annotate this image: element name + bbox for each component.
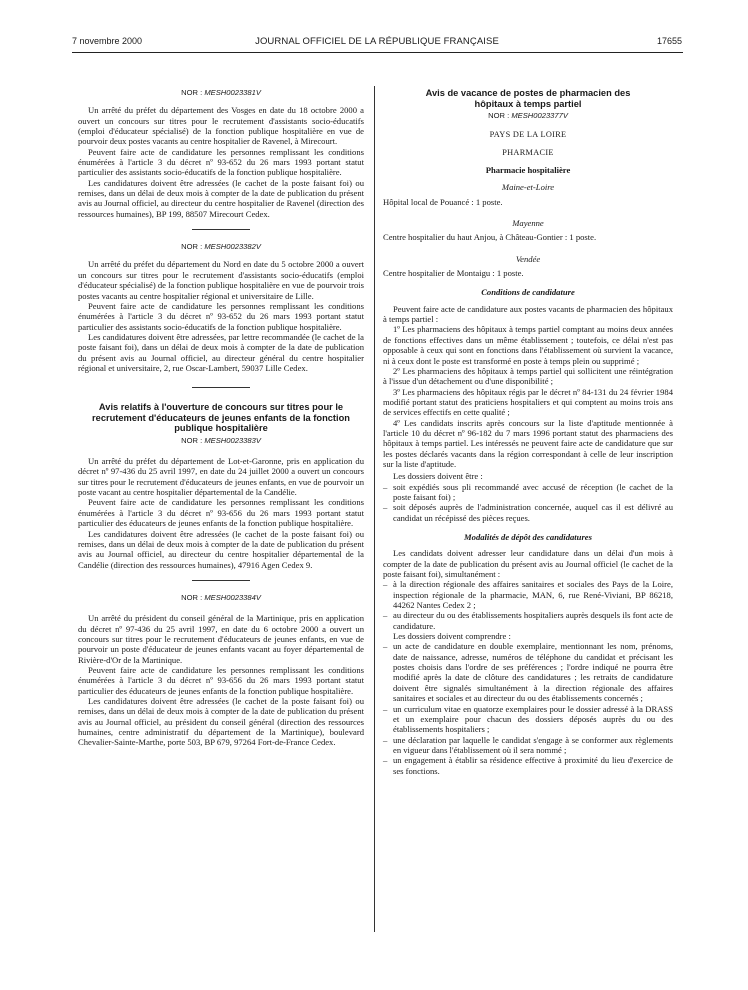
paragraph: Un arrêté du préfet du département de Lot-et-Garonne, pris en application du décret nº 97-436 du 25 avril 1997, en date du 24 juillet 2000 a ouvert un concours sur titres pour le recrutement d'éducateurs de jeunes enfants, en vue de pourvoir un poste vacant au centre hospitalier départemental de la Candélie. <box>78 456 364 498</box>
paragraph: Les candidatures doivent être adressées (le cachet de la poste faisant foi) ou remises, dans un délai de deux mois à compter de la date de publication du présent avis au Journal officiel, au président du conseil général (direction des ressources humaines, centre administratif du département de la Martinique), boulevard Chevalier-Sainte-Marthe, porte 503, BP 679, 97264 Fort-de-France Cedex. <box>78 695 364 748</box>
nor-reference <box>78 436 364 446</box>
paragraph: Les candidatures doivent être adressées (le cachet de la poste faisant foi) ou remises, dans un délai de deux mois à compter de la date de publication du présent avis au Journal officiel, au directeur du centre hospitalier de Ravenel (direction des ressources humaines), BP 199, 88507 Mirecourt Cedex. <box>78 177 364 219</box>
header-page-number: 17655 <box>656 36 682 46</box>
section-title: Avis relatifs à l'ouverture de concours sur titres pour le recrutement d'éducateurs de jeunes enfants de la fonction publique hospitalière <box>92 402 350 434</box>
paragraph: Un arrêté du préfet du département des Vosges en date du 18 octobre 2000 a ouvert un concours sur titres pour le recrutement d'assistants socio-éducatifs (emploi d'éducateur spécialisé) de la fonction publique hospitalière en vue de pourvoir deux postes vacants au centre hospitalier de Ravenel, à Mirecourt. <box>78 105 364 147</box>
nor-label: NOR : <box>181 88 203 97</box>
header-journal-title: JOURNAL OFFICIEL DE LA RÉPUBLIQUE FRANÇAISE <box>255 36 499 47</box>
list-item: – soit déposés auprès de l'administration concernée, auquel cas il est délivré au candidat un récépissé des pièces reçues. <box>383 502 673 523</box>
notice-martinique <box>78 593 364 748</box>
condition-item: 1º Les pharmaciens des hôpitaux à temps partiel comptant au moins deux années de fonctions effectives dans un même établissement ; toutefois, ce délai n'est pas opposable à ceux qui sont en fonctions dans l'établissement où survient la vacance, ni à ceux dont le poste est transformé en poste à temps plein ou supprimé ; <box>383 324 673 366</box>
nor-reference <box>78 88 364 98</box>
condition-item: 3º Les pharmaciens des hôpitaux régis par le décret nº 84-131 du 24 février 1984 modifié portant statut des praticiens hospitaliers et qui comptent au moins trois ans de services effectifs en cette qualité ; <box>383 386 673 418</box>
paragraph: Peuvent faire acte de candidature aux postes vacants de pharmacien des hôpitaux à temps partiel : <box>383 303 673 325</box>
nor-code: MESH0023377V <box>511 111 568 120</box>
deposit-list <box>383 579 673 631</box>
department-heading: Maine-et-Loire <box>501 182 555 193</box>
page-header <box>72 36 682 50</box>
nor-label: NOR : <box>488 111 510 120</box>
list-item: – un acte de candidature en double exemplaire, mentionnant les nom, prénoms, date de naissance, adresse, numéros de téléphone du candidat et précisant les postes choisis dans l'ordre de ses préférences ; l'ordre indiqué ne pourra être modifié après la date de clôture des candidatures ; les retraits de candidature doivent être signalés simultanément à la direction régionale des affaires sanitaires et sociales et au directeur du ou des établissements concernés ; <box>383 641 673 703</box>
region-heading: PAYS DE LA LOIRE <box>489 130 567 140</box>
column-divider <box>374 86 375 932</box>
paragraph: Les candidats doivent adresser leur candidature dans un délai d'un mois à compter de la date de publication du présent avis au Journal officiel (le cachet de la poste faisant foi), simultanément : <box>383 548 673 580</box>
paragraph: Peuvent faire acte de candidature les personnes remplissant les conditions énumérées à l'article 3 du décret nº 93-656 du 26 mars 1993 portant statut particulier des éducateurs de jeunes enfants de la fonction publique hospitalière. <box>78 497 364 529</box>
section-title: Avis de vacance de postes de pharmacien des hôpitaux à temps partiel <box>425 88 631 109</box>
paragraph: Les candidatures doivent être adressées, par lettre recommandée (le cachet de la poste faisant foi), dans un délai de deux mois à compter de la date de publication du présent avis au Journal officiel, au directeur général du centre hospitalier régional et universitaire, 2, rue Oscar-Lambert, 59037 Lille Cedex. <box>78 331 364 373</box>
nor-code: MESH0023384V <box>204 592 261 602</box>
list-item: – à la direction régionale des affaires sanitaires et sociales des Pays de la Loire, inspection régionale de la pharmacie, MAN, 6, rue René-Viviani, BP 86218, 44262 Nantes Cedex 2 ; <box>383 579 673 610</box>
condition-item: 4º Les candidats inscrits après concours sur la liste d'aptitude mentionnée à l'article 10 du décret nº 96-182 du 7 mars 1996 portant statut des pharmaciens des hôpitaux à temps partiel. Les intéressés ne peuvent faire acte de candidature que sur les postes déclarés vacants dans la région correspondant à celle de leur inscription sur la liste d'aptitude. <box>383 417 673 469</box>
header-rule <box>72 52 683 53</box>
list-item: – au directeur du ou des établissements hospitaliers auprès desquels ils font acte de candidature. <box>383 610 673 631</box>
condition-item: 2º Les pharmaciens des hôpitaux à temps partiel qui sollicitent une réintégration à l'issue d'un détachement ou d'une disponibilité ; <box>383 365 673 387</box>
nor-label: NOR : <box>181 592 203 602</box>
paragraph: Les candidatures doivent être adressées (le cachet de la poste faisant foi) ou remises, dans un délai de deux mois à compter de la date de publication du présent avis au Journal officiel, au directeur du centre hospitalier départemental de la Candélie (direction des ressources humaines), 47916 Agen Cedex 9. <box>78 528 364 570</box>
list-item: – une déclaration par laquelle le candidat s'engage à se conformer aux règlements en vigueur dans l'établissement où il sera nommé ; <box>383 735 673 756</box>
post-entry: Centre hospitalier du haut Anjou, à Château-Gontier : 1 poste. <box>383 232 597 243</box>
post-entry: Hôpital local de Pouancé : 1 poste. <box>383 196 503 207</box>
department-heading: Mayenne <box>512 218 544 229</box>
paragraph: Les dossiers doivent être : <box>393 471 483 482</box>
nor-label: NOR : <box>181 242 203 252</box>
contents-list <box>383 641 673 775</box>
nor-reference <box>78 242 364 252</box>
paragraph: Un arrêté du président du conseil général de la Martinique, pris en application du décret nº 97-436 du 25 avril 1997, en date du 6 octobre 2000 a ouvert un concours sur titres pour le recrutement d'éducateurs de jeunes enfants, en vue de pourvoir un poste d'éducateur de jeunes enfants vacant au foyer départemental de Rivière-d'Or de la Martinique. <box>78 613 364 665</box>
post-entry: Centre hospitalier de Montaigu : 1 poste. <box>383 268 524 279</box>
list-item: – un curriculum vitae en quatorze exemplaires pour le dossier adressé à la DRASS et un exemplaire pour chacun des dossiers déposés auprès du ou des établissements hospitaliers ; <box>383 704 673 735</box>
nor-reference <box>78 593 364 603</box>
right-column <box>383 88 673 776</box>
separator <box>192 580 250 581</box>
nor-label: NOR : <box>181 435 203 445</box>
notice-lot-et-garonne <box>78 402 364 570</box>
separator <box>192 229 250 230</box>
subcategory-heading: Pharmacie hospitalière <box>485 165 571 176</box>
deposit-heading: Modalités de dépôt des candidatures <box>464 532 592 542</box>
paragraph: Les dossiers doivent comprendre : <box>393 631 511 642</box>
list-item: – un engagement à établir sa résidence effective à proximité du lieu d'exercice de ses fonctions. <box>383 755 673 776</box>
category-heading: PHARMACIE <box>502 147 554 157</box>
dossier-list <box>383 482 673 523</box>
nor-reference <box>383 111 673 121</box>
header-date: 7 novembre 2000 <box>72 36 143 46</box>
paragraph: Un arrêté du préfet du département du Nord en date du 5 octobre 2000 a ouvert un concours sur titres pour le recrutement d'assistants socio-éducatifs (emploi d'éducateur spécialisé) de la fonction publique hospitalière en vue de pourvoir trois postes vacants au centre hospitalier régional et universitaire de Lille. <box>78 259 364 301</box>
left-column <box>78 88 364 748</box>
notice-nord <box>78 242 364 373</box>
nor-code: MESH0023382V <box>204 242 261 252</box>
paragraph: Peuvent faire acte de candidature les personnes remplissant les conditions énumérées à l'article 3 du décret nº 93-652 du 26 mars 1993 portant statut particulier des assistants socio-éducatifs de la fonction publique hospitalière. <box>78 300 364 332</box>
paragraph: Peuvent faire acte de candidature les personnes remplissant les conditions énumérées à l'article 3 du décret nº 93-656 du 26 mars 1993 portant statut particulier des éducateurs de jeunes enfants de la fonction publique hospitalière. <box>78 664 364 696</box>
notice-vosges <box>78 88 364 219</box>
list-item: – soit expédiés sous pli recommandé avec accusé de réception (le cachet de la poste faisant foi) ; <box>383 482 673 503</box>
nor-code: MESH0023383V <box>204 435 261 445</box>
conditions-heading: Conditions de candidature <box>481 287 575 298</box>
separator <box>192 387 250 388</box>
nor-code: MESH0023381V <box>204 88 261 97</box>
paragraph: Peuvent faire acte de candidature les personnes remplissant les conditions énumérées à l'article 3 du décret nº 93-652 du 26 mars 1993 portant statut particulier des assistants socio-éducatifs de la fonction publique hospitalière. <box>78 146 364 178</box>
department-heading: Vendée <box>515 253 541 264</box>
